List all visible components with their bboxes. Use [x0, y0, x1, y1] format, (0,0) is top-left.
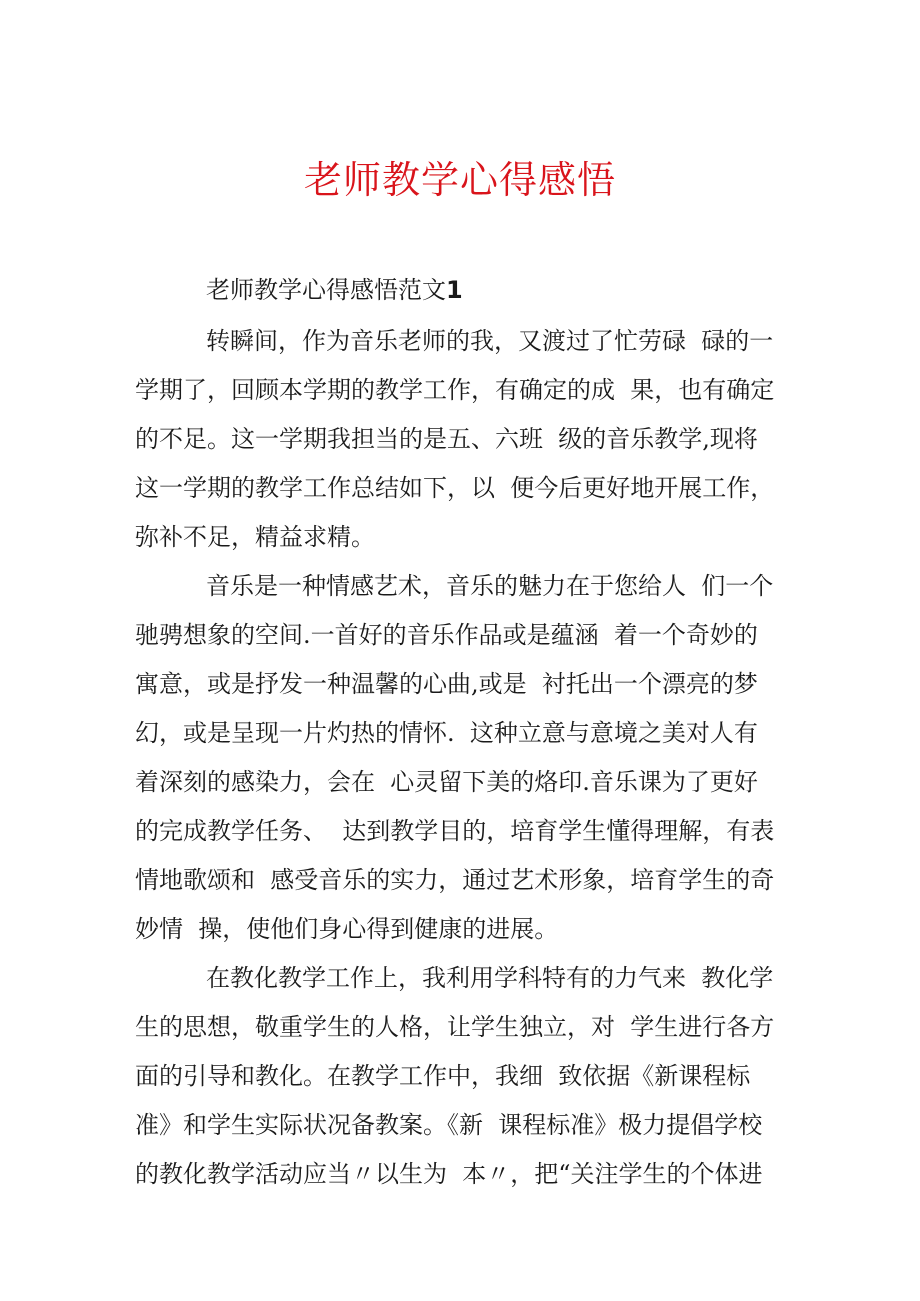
paragraph-2-line-2: 驰骋想象的空间.一首好的音乐作品或是蕴涵 着一个奇妙的	[135, 621, 758, 649]
section-heading-number: 1	[446, 276, 463, 304]
section-heading-text: 老师教学心得感悟范文	[206, 276, 446, 304]
paragraph-2-line-5: 着深刻的感染力，会在 心灵留下美的烙印.音乐课为了更好	[135, 768, 758, 796]
paragraph-2-line-1: 音乐是一种情感艺术，音乐的魅力在于您给人 们一个	[206, 572, 774, 600]
paragraph-1-line-3: 的不足。这一学期我担当的是五、六班 级的音乐教学,现将	[135, 425, 758, 453]
paragraph-1-line-5: 弥补不足，精益求精。	[135, 523, 375, 551]
paragraph-3-line-3: 面的引导和教化。在教学工作中，我细 致依据《新课程标	[135, 1062, 751, 1090]
paragraph-1-line-2: 学期了，回顾本学期的教学工作，有确定的成 果，也有确定	[135, 376, 775, 404]
document-title: 老师教学心得感悟	[303, 158, 616, 202]
paragraph-3-line-1: 在教化教学工作上，我利用学科特有的力气来 教化学	[206, 964, 774, 992]
paragraph-3-line-2: 生的思想，敬重学生的人格，让学生独立，对 学生进行各方	[135, 1013, 775, 1041]
paragraph-3-line-5: 的教化教学活动应当〃以生为 本〃，把“关注学生的个体进	[135, 1160, 763, 1188]
paragraph-2-line-4: 幻，或是呈现一片灼热的情怀. 这种立意与意境之美对人有	[135, 719, 758, 747]
paragraph-2-line-7: 情地歌颂和 感受音乐的实力，通过艺术形象，培育学生的奇	[135, 866, 775, 894]
paragraph-2-line-6: 的完成教学任务、 达到教学目的，培育学生懂得理解，有表	[135, 817, 775, 845]
section-heading	[206, 270, 463, 310]
paragraph-2-line-8: 妙情 操，使他们身心得到健康的进展。	[135, 915, 559, 943]
paragraph-1-line-1: 转瞬间，作为音乐老师的我，又渡过了忙劳碌 碌的一	[206, 327, 774, 355]
paragraph-2-line-3: 寓意，或是抒发一种温馨的心曲,或是 衬托出一个漂亮的梦	[135, 670, 758, 698]
paragraph-3-line-4: 准》和学生实际状况备教案。《新 课程标准》极力提倡学校	[135, 1111, 763, 1139]
paragraph-1-line-4: 这一学期的教学工作总结如下，以 便今后更好地开展工作，	[135, 474, 775, 502]
